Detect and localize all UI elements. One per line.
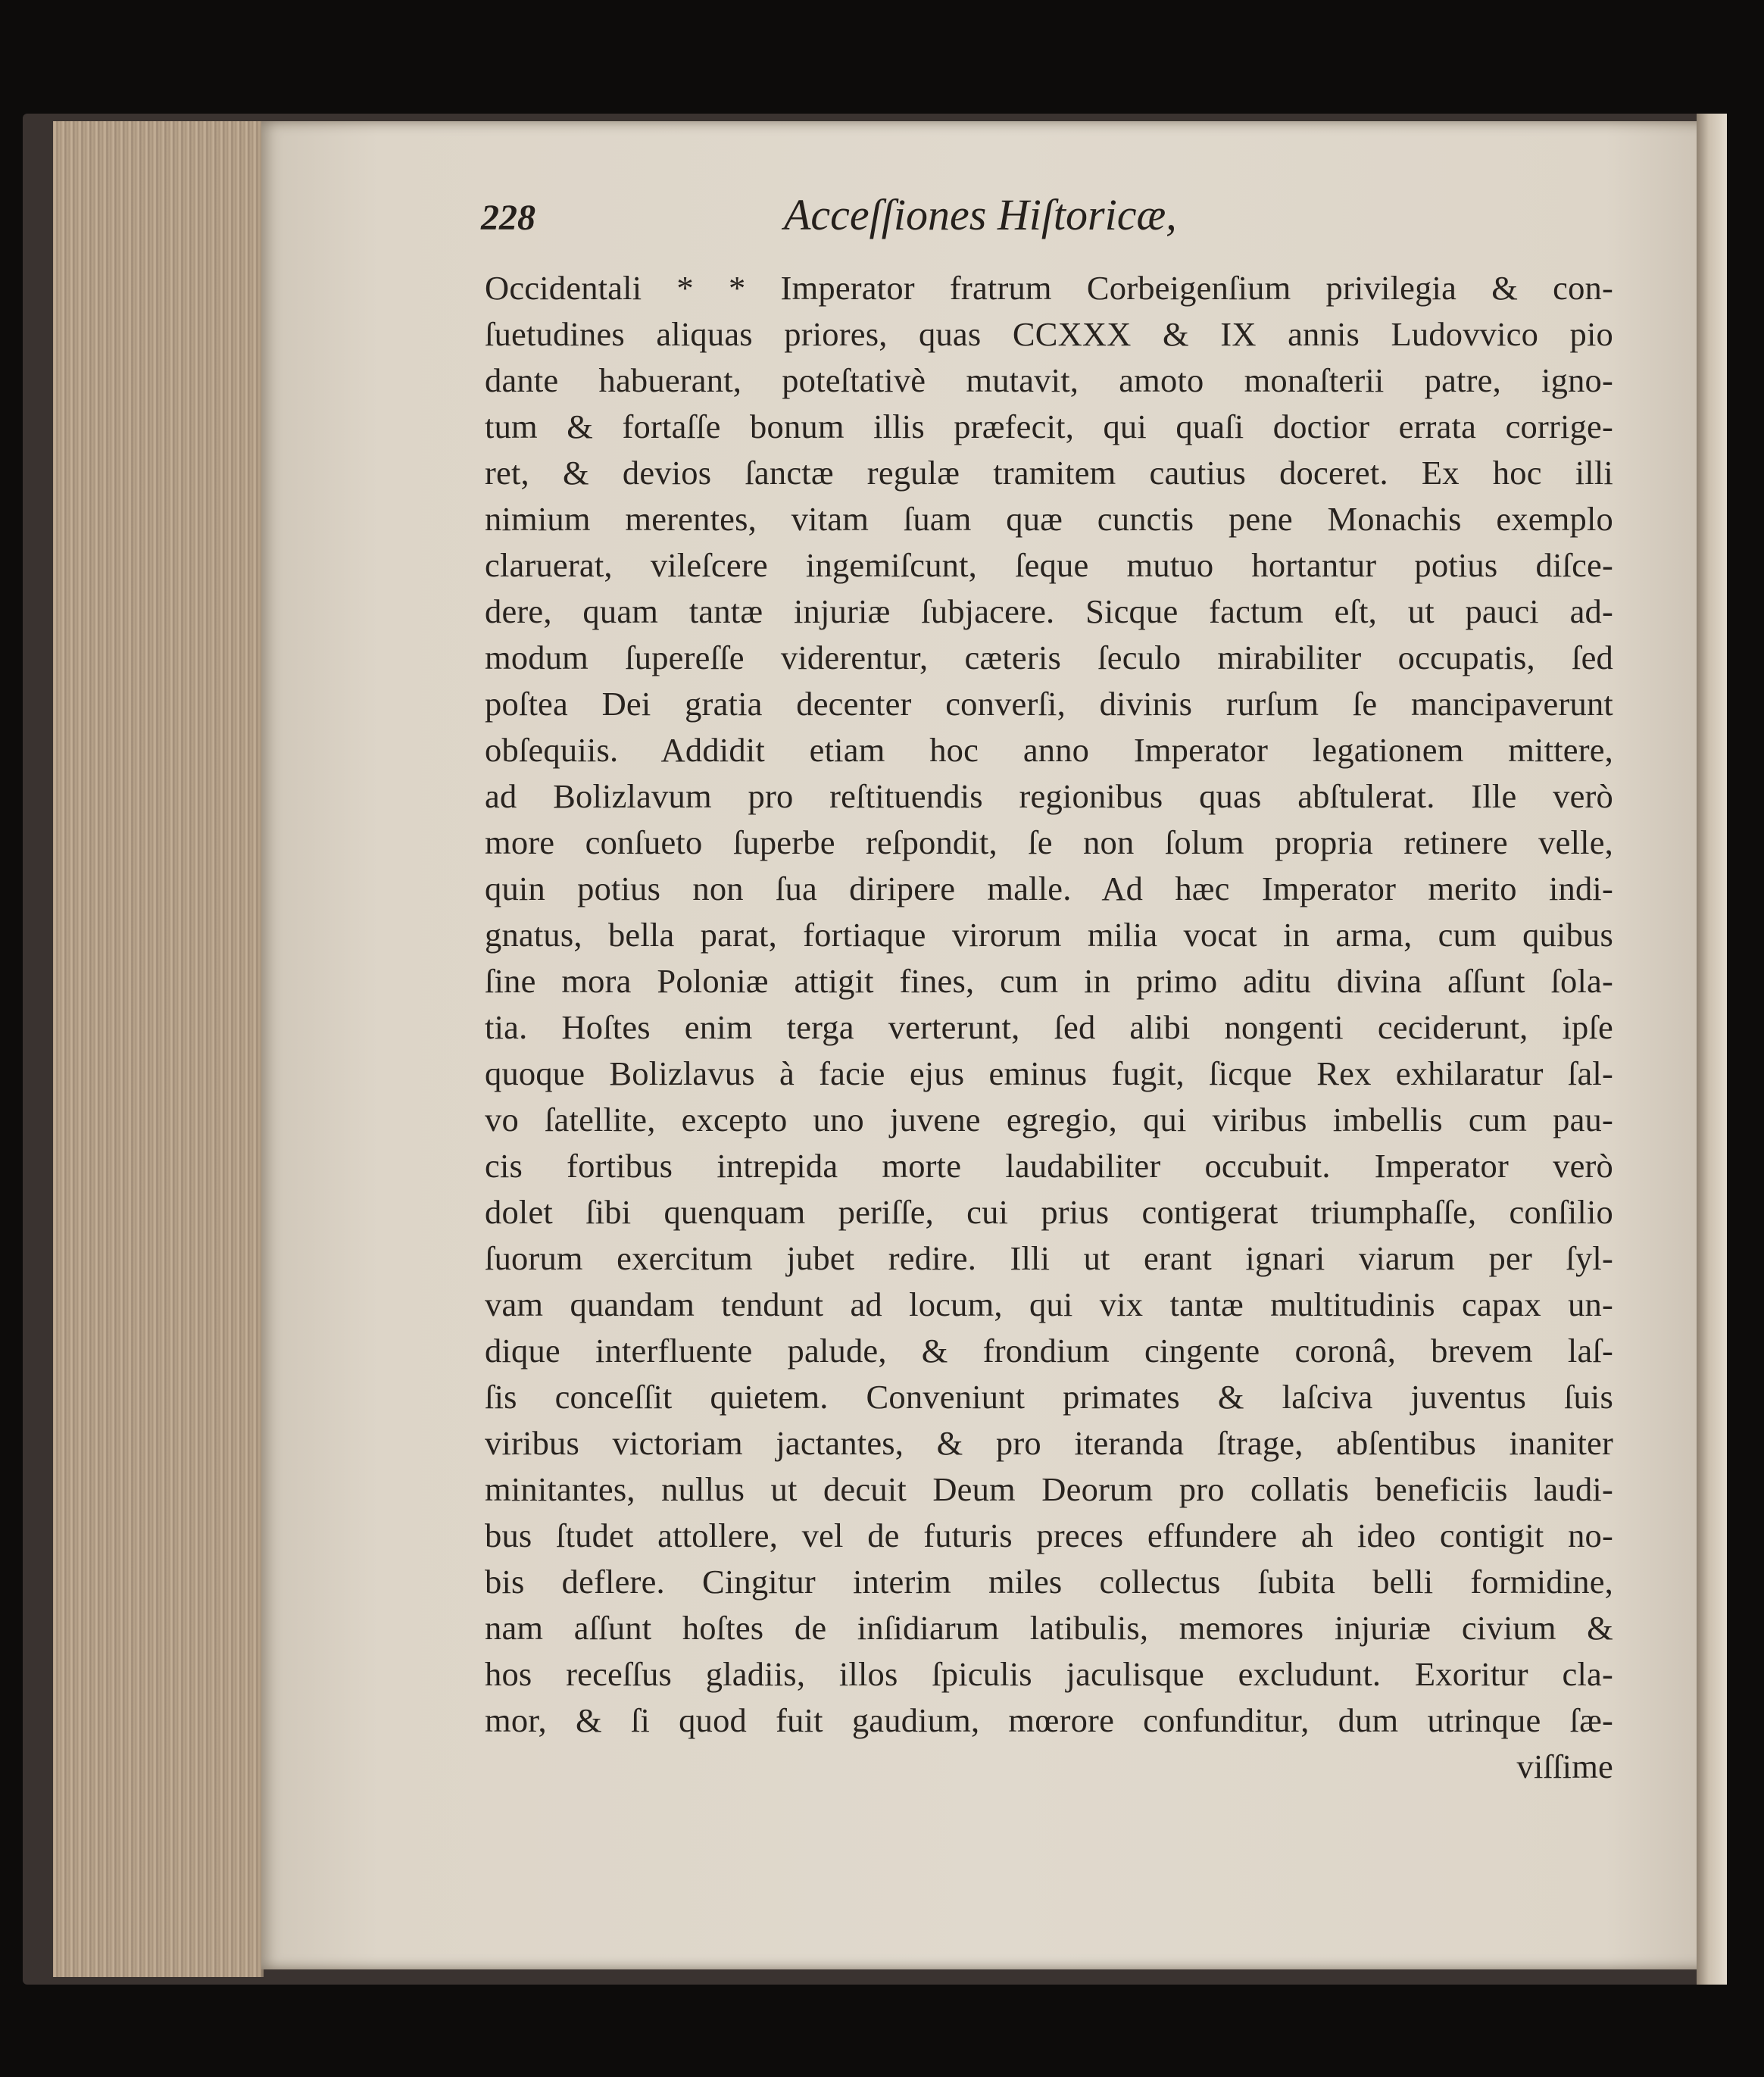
text-line: cis fortibus intrepida morte laudabiliter occubuit. Imperator verò: [485, 1147, 1613, 1185]
text-line: viribus victoriam jactantes, & pro iteranda ſtrage, abſentibus inaniter: [485, 1424, 1613, 1462]
text-line: dique interfluente palude, & frondium cingente coronâ, brevem laſ-: [485, 1332, 1613, 1370]
text-line: modum ſupereſſe viderentur, cæteris ſeculo mirabiliter occupatis, ſed: [485, 639, 1613, 676]
page-edges: [53, 121, 264, 1977]
body-text: [485, 265, 1613, 1790]
text-line: ſuorum exercitum jubet redire. Illi ut erant ignari viarum per ſyl-: [485, 1239, 1613, 1277]
text-line: tum & fortaſſe bonum illis præfecit, qui quaſi doctior errata corrige-: [485, 408, 1613, 445]
text-line: bis deflere. Cingitur interim miles collectus ſubita belli formidine,: [485, 1563, 1613, 1601]
text-line: dere, quam tantæ injuriæ ſubjacere. Sicque factum eſt, ut pauci ad-: [485, 592, 1613, 630]
text-line: ſis conceſſit quietem. Conveniunt primates & laſciva juventus ſuis: [485, 1378, 1613, 1416]
text-line: bus ſtudet attollere, vel de futuris preces effundere ah ideo contigit no-: [485, 1516, 1613, 1554]
text-line: hos receſſus gladiis, illos ſpiculis jaculisque excludunt. Exoritur cla-: [485, 1655, 1613, 1693]
text-line: ret, & devios ſanctæ regulæ tramitem cautius doceret. Ex hoc illi: [485, 454, 1613, 492]
text-line: nimium merentes, vitam ſuam quæ cunctis pene Monachis exemplo: [485, 500, 1613, 538]
text-line: tia. Hoſtes enim terga verterunt, ſed alibi nongenti ceciderunt, ipſe: [485, 1008, 1613, 1046]
text-line: more conſueto ſuperbe reſpondit, ſe non ſolum propria retinere velle,: [485, 823, 1613, 861]
text-line: obſequiis. Addidit etiam hoc anno Imperator legationem mittere,: [485, 731, 1613, 769]
running-head: Acceſſiones Hiſtoricæ,: [784, 190, 1177, 239]
page-gutter: [1697, 114, 1727, 1985]
text-line: minitantes, nullus ut decuit Deum Deorum pro collatis beneficiis laudi-: [485, 1470, 1613, 1508]
text-line: claruerat, vileſcere ingemiſcunt, ſeque mutuo hortantur potius diſce-: [485, 546, 1613, 584]
text-line: quin potius non ſua diripere malle. Ad hæc Imperator merito indi-: [485, 870, 1613, 907]
text-line: mor, & ſi quod fuit gaudium, mœrore confunditur, dum utrinque ſæ-: [485, 1701, 1613, 1739]
text-line: quoque Bolizlavus à facie ejus eminus fugit, ſicque Rex exhilaratur ſal-: [485, 1054, 1613, 1092]
text-line: vo ſatellite, excepto uno juvene egregio, qui viribus imbellis cum pau-: [485, 1101, 1613, 1138]
text-line: gnatus, bella parat, fortiaque virorum milia vocat in arma, cum quibus: [485, 916, 1613, 954]
text-line: vam quandam tendunt ad locum, qui vix tantæ multitudinis capax un-: [485, 1285, 1613, 1323]
text-line: poſtea Dei gratia decenter converſi, divinis rurſum ſe mancipaverunt: [485, 685, 1613, 723]
text-line: ſuetudines aliquas priores, quas CCXXX & IX annis Ludovvico pio: [485, 315, 1613, 353]
text-line: dolet ſibi quenquam periſſe, cui prius contigerat triumphaſſe, conſilio: [485, 1193, 1613, 1231]
text-line: ſine mora Poloniæ attigit fines, cum in primo aditu divina aſſunt ſola-: [485, 962, 1613, 1000]
text-line: ad Bolizlavum pro reſtituendis regionibus quas abſtulerat. Ille verò: [485, 777, 1613, 815]
text-line: nam aſſunt hoſtes de inſidiarum latibulis, memores injuriæ civium &: [485, 1609, 1613, 1647]
text-line: dante habuerant, poteſtativè mutavit, amoto monaſterii patre, igno-: [485, 361, 1613, 399]
text-line: Occidentali * * Imperator fratrum Corbeigenſium privilegia & con-: [485, 269, 1613, 307]
page-number: 228: [481, 198, 535, 238]
page-header: [481, 189, 1617, 250]
catchword: viſſime: [1516, 1747, 1613, 1785]
